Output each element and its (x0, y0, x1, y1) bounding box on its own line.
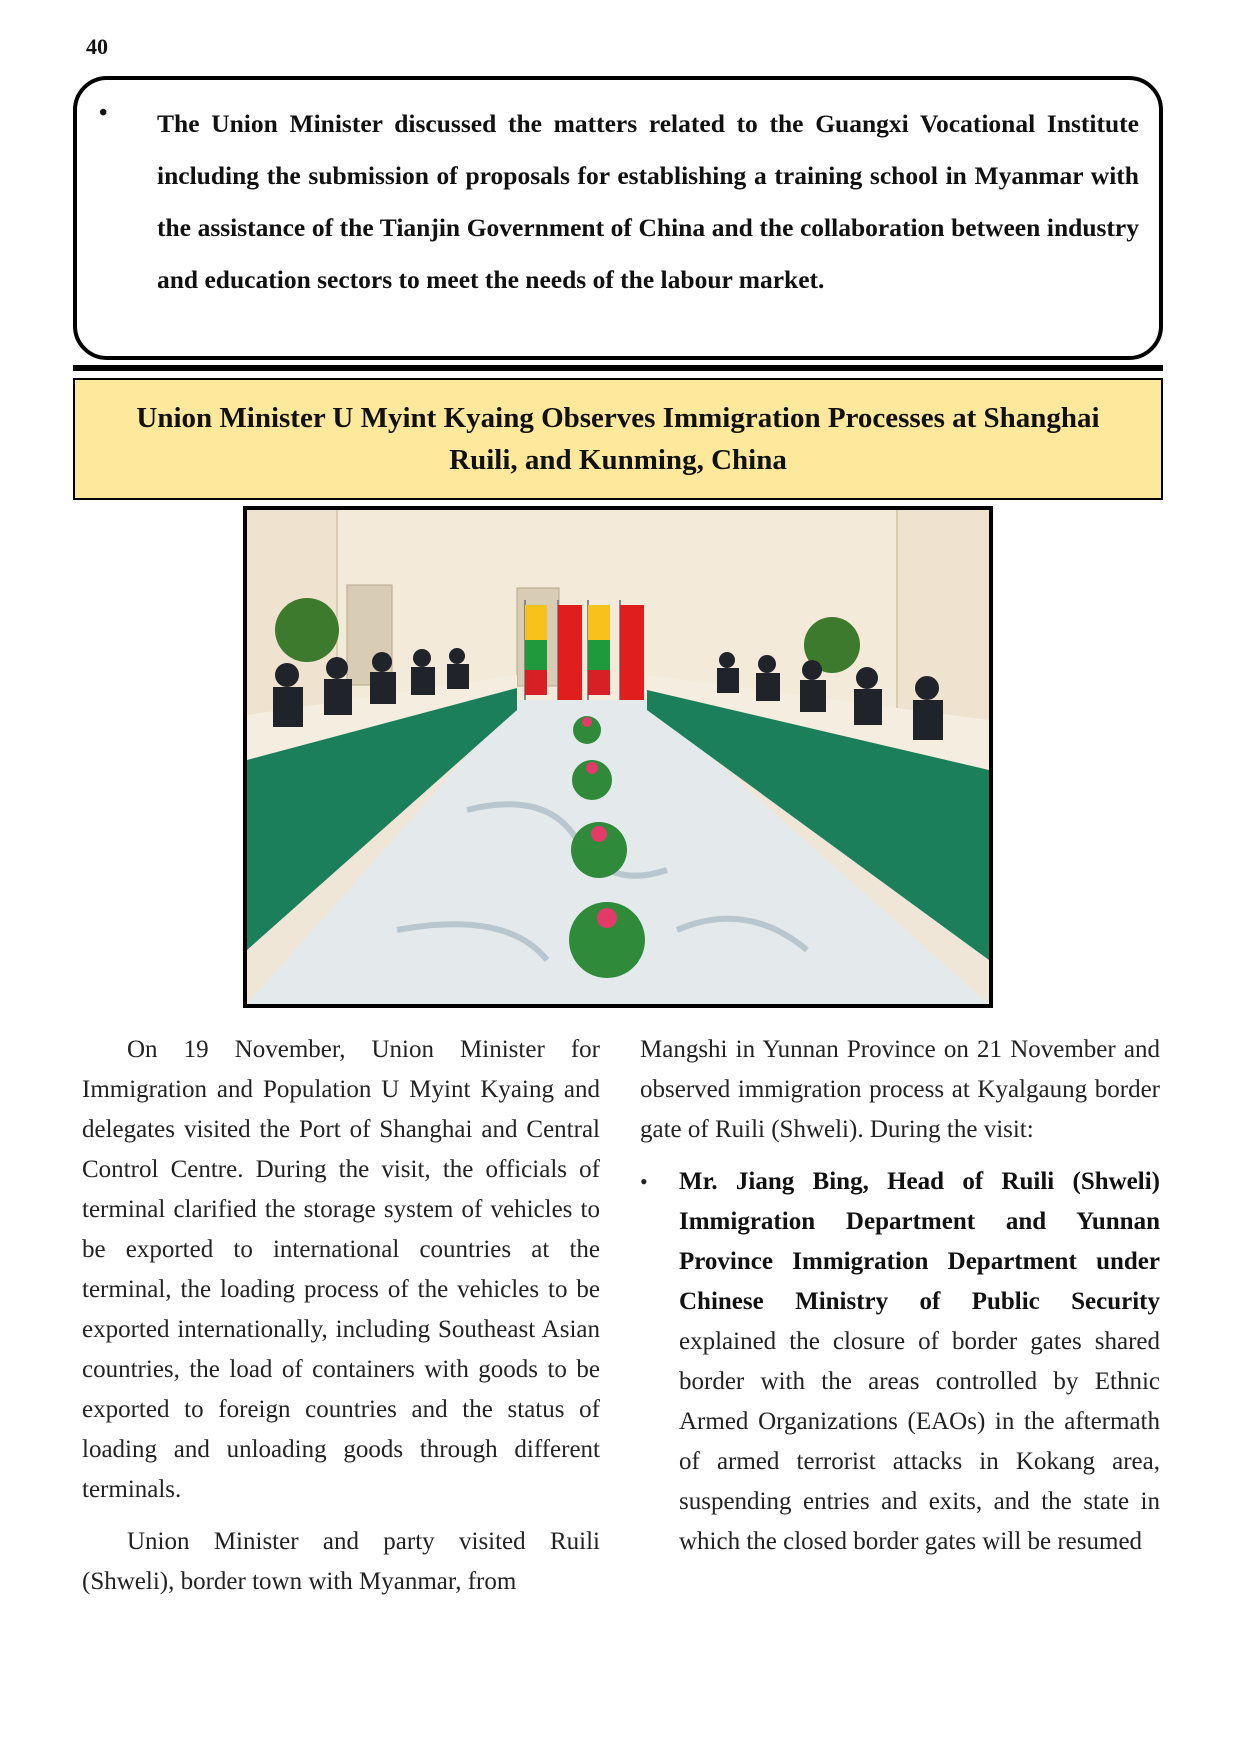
meeting-room-illustration (247, 510, 989, 1004)
article-right-column (640, 1030, 1160, 1562)
bullet-bold-lead: Mr. Jiang Bing, Head of Ruili (Shweli) Immigration Department and Yunnan Province Immigration Department under Chinese Ministry of Public Security (679, 1168, 1160, 1315)
bullet-body-text: explained the closure of border gates shared border with the areas controlled by Ethnic Armed Organizations (EAOs) in the aftermath of armed terrorist attacks in Kokang area, suspending entries and exits, and the state in which the closed border gates will be resumed (679, 1328, 1160, 1555)
article-paragraph: Union Minister and party visited Ruili (Shweli), border town with Myanmar, from (82, 1528, 600, 1595)
section-divider (73, 365, 1163, 371)
page-number: 40 (86, 34, 108, 59)
article-headline (73, 378, 1163, 500)
bullet-icon: • (99, 100, 108, 126)
highlight-bullet-box (73, 76, 1163, 360)
meeting-photo (243, 506, 993, 1008)
article-bullet-item (640, 1162, 1160, 1562)
article-left-column (82, 1030, 600, 1614)
bullet-icon: • (640, 1169, 648, 1194)
article-paragraph: On 19 November, Union Minister for Immigration and Population U Myint Kyaing and delegates visited the Port of Shanghai and Central Control Centre. During the visit, the officials of terminal clarified the storage system of vehicles to be exported to international countries at the terminal, the loading process of the vehicles to be exported internationally, including Southeast Asian countries, the load of containers with goods to be exported to foreign countries and the status of loading and unloading goods through different terminals. (82, 1036, 600, 1503)
plant-left (275, 598, 339, 662)
bullet-box-text: The Union Minister discussed the matters related to the Guangxi Vocational Institute including the submission of proposals for establishing a training school in Myanmar with the assistance of the Tianjin Government of China and the collaboration between industry and education sectors to meet the needs of the labour market. (157, 109, 1139, 294)
headline-line-1: Union Minister U Myint Kyaing Observes Immigration Processes at Shanghai (136, 402, 1100, 434)
article-paragraph: Mangshi in Yunnan Province on 21 November and observed immigration process at Kyalgaung border gate of Ruili (Shweli). During the visit: (640, 1036, 1160, 1143)
headline-line-2: Ruili, and Kunming, China (449, 444, 787, 476)
